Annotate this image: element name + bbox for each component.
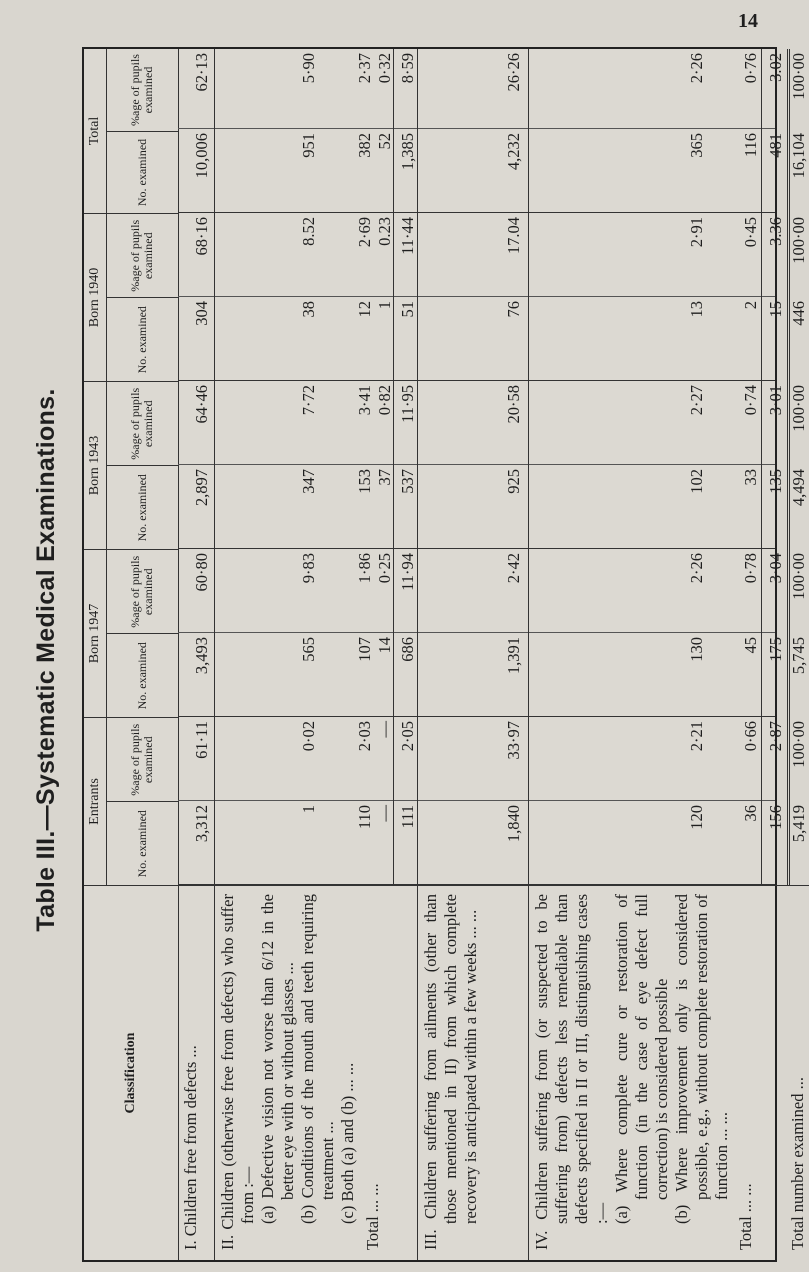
count-cell: 537 bbox=[398, 469, 417, 494]
group-born-1947 bbox=[84, 549, 178, 717]
col-no-examined: No. examined bbox=[106, 131, 178, 213]
count-cell: 686 bbox=[398, 637, 417, 662]
section-heading: II. Children (otherwise free from defects) who suffer from :— bbox=[218, 894, 257, 1250]
count-cell: 45 bbox=[741, 637, 760, 654]
title-area bbox=[16, 60, 76, 1260]
group-entrants bbox=[84, 717, 178, 885]
group-born-1943 bbox=[84, 381, 178, 549]
count-cell: 3,493 bbox=[192, 637, 211, 675]
count-cell: 5,419 bbox=[789, 805, 808, 843]
row-vision-mouth-defects bbox=[214, 49, 418, 1260]
medical-examinations-table bbox=[82, 47, 808, 1262]
group-title: Born 1943 bbox=[84, 382, 107, 549]
count-cell: 2,897 bbox=[192, 469, 211, 507]
percent-cell: 2·37 bbox=[355, 53, 374, 84]
row-less-remediable-defects bbox=[528, 49, 788, 1260]
count-cell: 4,494 bbox=[789, 469, 808, 507]
group-title: Born 1940 bbox=[84, 214, 107, 381]
sub-item-b: (b) Where improvement only is considered possible, e.g., without complete restoration of function ... ... bbox=[672, 894, 731, 1224]
group-total bbox=[84, 49, 178, 213]
count-cell: 130 bbox=[687, 637, 706, 662]
count-cell: 1,391 bbox=[504, 637, 523, 675]
count-cell: 51 bbox=[398, 301, 417, 318]
percent-cell: 62·13 bbox=[192, 53, 211, 92]
percent-cell: 5·90 bbox=[299, 53, 318, 84]
row-label bbox=[529, 885, 788, 1260]
total-label: Total ... ... bbox=[363, 1183, 382, 1250]
count-cell: 36 bbox=[741, 805, 760, 822]
percent-cell: 0·02 bbox=[299, 721, 318, 752]
percent-cell: 2·05 bbox=[398, 721, 417, 752]
count-cell: 481 bbox=[766, 133, 785, 158]
percent-cell: 2·87 bbox=[766, 721, 785, 752]
percent-cell: 60·80 bbox=[192, 553, 211, 592]
count-cell: 37 bbox=[375, 469, 394, 486]
count-cell: 347 bbox=[299, 469, 318, 494]
count-cell: 135 bbox=[766, 469, 785, 494]
percent-cell: 1·86 bbox=[355, 553, 374, 584]
count-cell: 365 bbox=[687, 133, 706, 158]
row-free-from-defects bbox=[178, 49, 214, 1260]
percent-cell: 20·58 bbox=[504, 385, 523, 424]
sub-item-c: (c) Both (a) and (b) ... ... bbox=[338, 1062, 357, 1224]
count-cell: 1 bbox=[299, 805, 318, 814]
count-cell: 16,104 bbox=[789, 133, 808, 179]
percent-cell: 2·26 bbox=[687, 553, 706, 584]
percent-cell: 0·45 bbox=[741, 217, 760, 248]
percent-cell: 2·27 bbox=[687, 385, 706, 416]
percent-cell: 2·26 bbox=[687, 53, 706, 84]
count-cell: 107 bbox=[355, 637, 374, 662]
col-pct-examined: %age of pupils examined bbox=[128, 723, 155, 796]
count-cell: 120 bbox=[687, 805, 706, 830]
col-no-examined: No. examined bbox=[106, 298, 178, 382]
group-born-1940 bbox=[84, 213, 178, 381]
percent-cell: 100·00 bbox=[789, 385, 808, 432]
col-pct-examined: %age of pupils examined bbox=[128, 219, 155, 292]
count-cell: 116 bbox=[741, 133, 760, 158]
percent-cell: 33·97 bbox=[504, 721, 523, 760]
col-pct-examined: %age of pupils examined bbox=[128, 54, 155, 126]
count-cell: 76 bbox=[504, 301, 523, 318]
percent-cell: 3.02 bbox=[766, 53, 785, 82]
percent-cell: 2·03 bbox=[355, 721, 374, 752]
col-pct-examined: %age of pupils examined bbox=[128, 387, 155, 460]
percent-cell: 64·46 bbox=[192, 385, 211, 424]
group-title: Born 1947 bbox=[84, 550, 107, 717]
group-title: Total bbox=[84, 49, 107, 213]
row-label bbox=[215, 885, 418, 1260]
table-title: Table III.—Systematic Medical Examinations. bbox=[32, 388, 60, 932]
sub-item-a: (a) Defective vision not worse than 6/12 in the better eye with or without glasses ... bbox=[258, 894, 297, 1224]
percent-cell: 0.23 bbox=[375, 217, 394, 246]
section-heading: IV. Children suffering from (or suspected to be suffering from) defects less remediable than defects specified in II or III, distinguishing cases :— bbox=[532, 894, 611, 1250]
percent-cell: 0·76 bbox=[741, 53, 760, 84]
count-cell: 111 bbox=[398, 805, 417, 829]
count-cell: 175 bbox=[766, 637, 785, 662]
percent-cell: 9·83 bbox=[299, 553, 318, 584]
count-cell: 382 bbox=[355, 133, 374, 158]
percent-cell: 2·91 bbox=[687, 217, 706, 248]
percent-cell: 3·01 bbox=[766, 385, 785, 416]
count-cell: 15 bbox=[766, 301, 785, 318]
percent-cell: 7·72 bbox=[299, 385, 318, 416]
col-pct-examined: %age of pupils examined bbox=[128, 555, 155, 628]
percent-cell: 0·66 bbox=[741, 721, 760, 752]
count-cell: 13 bbox=[687, 301, 706, 318]
percent-cell: 17.04 bbox=[504, 217, 523, 255]
percent-cell: 0·74 bbox=[741, 385, 760, 416]
col-no-examined: No. examined bbox=[106, 802, 178, 886]
col-no-examined: No. examined bbox=[106, 466, 178, 550]
percent-cell: 0·25 bbox=[375, 553, 394, 584]
row-label: Total number examined ... bbox=[787, 885, 809, 1260]
count-cell: 10,006 bbox=[192, 133, 211, 179]
row-label: III. Children suffering from ailments (other than those mentioned in II) from which complete recovery is anticipated within a few weeks ... ... bbox=[418, 885, 529, 1260]
percent-cell: 2·42 bbox=[504, 553, 523, 584]
total-label: Total ... ... bbox=[736, 1183, 755, 1250]
percent-cell: 11·94 bbox=[398, 553, 417, 591]
col-no-examined: No. examined bbox=[106, 634, 178, 718]
count-cell: 304 bbox=[192, 301, 211, 326]
percent-cell: 100·00 bbox=[789, 217, 808, 264]
table-header bbox=[84, 49, 179, 1260]
count-cell: 38 bbox=[299, 301, 318, 318]
percent-cell: 3.36 bbox=[766, 217, 785, 246]
count-cell: 153 bbox=[355, 469, 374, 494]
percent-cell: 2·21 bbox=[687, 721, 706, 752]
percent-cell: 8.52 bbox=[299, 217, 318, 246]
sub-item-a: (a) Where complete cure or restoration of function (in the case of eye defect full correction) is considered possible bbox=[612, 894, 671, 1224]
percent-cell: 26·26 bbox=[504, 53, 523, 92]
percent-cell: 3·41 bbox=[355, 385, 374, 416]
percent-cell: 68·16 bbox=[192, 217, 211, 256]
percent-cell: 11·44 bbox=[398, 217, 417, 255]
count-cell: 3,312 bbox=[192, 805, 211, 843]
row-label: I. Children free from defects ... bbox=[178, 885, 214, 1260]
page-number: 14 bbox=[738, 10, 758, 32]
row-total-examined bbox=[787, 49, 809, 1260]
percent-cell: 61·11 bbox=[192, 721, 211, 759]
percent-cell: 3·04 bbox=[766, 553, 785, 584]
count-cell: 102 bbox=[687, 469, 706, 494]
row-temporary-ailments bbox=[417, 49, 529, 1260]
percent-cell: 11·95 bbox=[398, 385, 417, 423]
percent-cell: 0·82 bbox=[375, 385, 394, 416]
group-title: Entrants bbox=[84, 718, 107, 885]
count-cell: 12 bbox=[355, 301, 374, 318]
count-cell: 446 bbox=[789, 301, 808, 326]
count-cell: 1 bbox=[375, 301, 394, 310]
count-cell: 33 bbox=[741, 469, 760, 486]
count-cell: 951 bbox=[299, 133, 318, 158]
count-cell: 1,840 bbox=[504, 805, 523, 843]
count-cell: 5,745 bbox=[789, 637, 808, 675]
count-cell: 1,385 bbox=[398, 133, 417, 171]
sub-item-b: (b) Conditions of the mouth and teeth requiring treatment ... bbox=[298, 894, 337, 1224]
percent-cell: 100·00 bbox=[789, 53, 808, 100]
count-cell: 565 bbox=[299, 637, 318, 662]
percent-cell: 100·00 bbox=[789, 553, 808, 600]
percent-cell: 8·59 bbox=[398, 53, 417, 84]
count-cell: 110 bbox=[355, 805, 374, 830]
percent-cell: 2·69 bbox=[355, 217, 374, 248]
count-cell: 4,232 bbox=[504, 133, 523, 171]
count-cell: 156 bbox=[766, 805, 785, 830]
percent-cell: 0·78 bbox=[741, 553, 760, 584]
subtotal-rule bbox=[761, 49, 762, 885]
percent-cell: 100·00 bbox=[789, 721, 808, 768]
percent-cell: 0·32 bbox=[375, 53, 394, 84]
count-cell: 52 bbox=[375, 133, 394, 150]
classification-header: Classification bbox=[84, 885, 178, 1260]
count-cell: 14 bbox=[375, 637, 394, 654]
percent-cell: — bbox=[375, 721, 394, 738]
count-cell: 925 bbox=[504, 469, 523, 494]
count-cell: 2 bbox=[741, 301, 760, 310]
count-cell: — bbox=[375, 805, 394, 822]
